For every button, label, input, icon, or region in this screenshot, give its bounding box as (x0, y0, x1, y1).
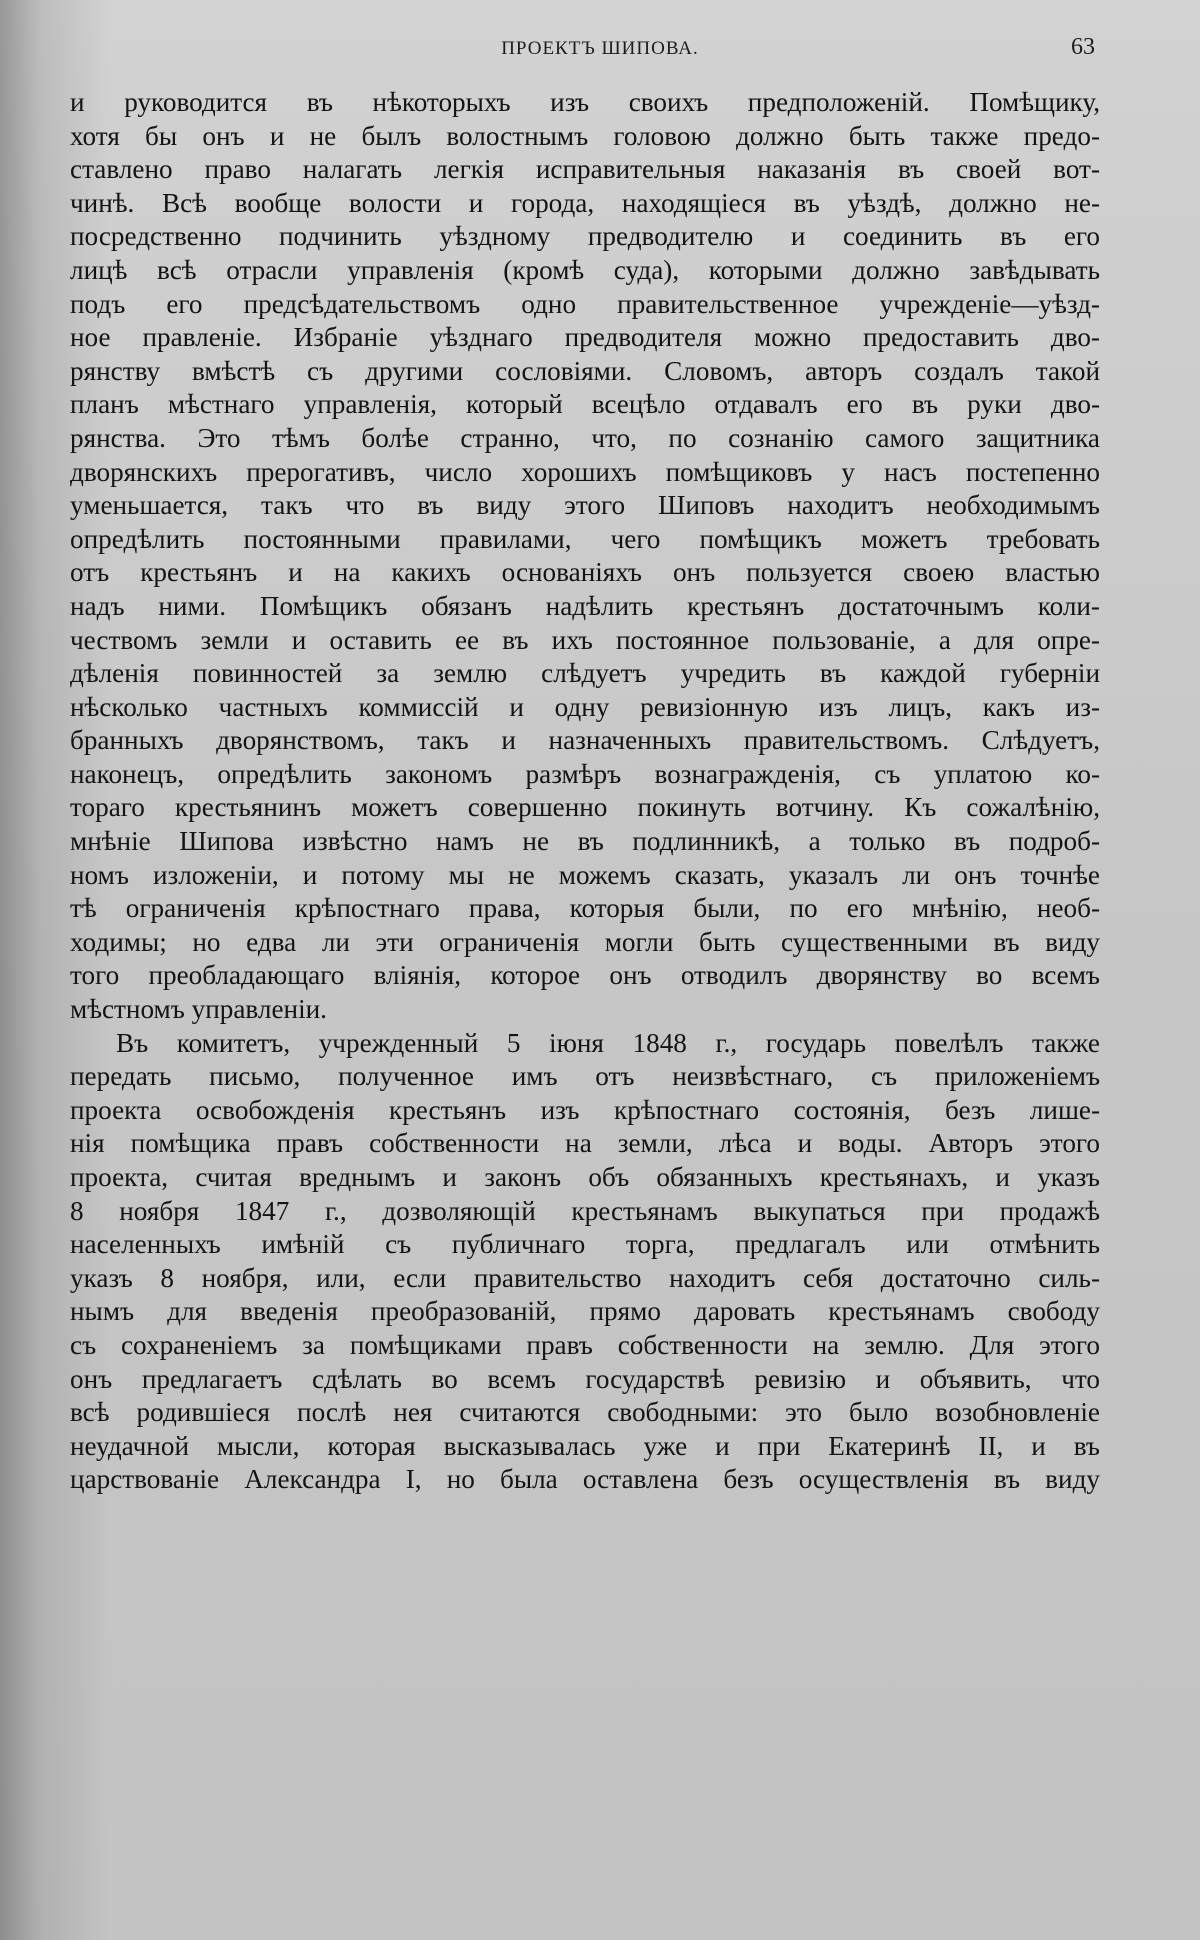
running-head: ПРОЕКТЪ ШИПОВА. (501, 38, 699, 59)
text-line: ходимы; но едва ли эти ограниченія могли быть существенными въ виду (70, 926, 1100, 957)
text-line: всѣ родившіеся послѣ нея считаются свободными: это было возобновленіе (70, 1397, 1100, 1428)
text-line: лицѣ всѣ отрасли управленія (кромѣ суда), которыми должно завѣдывать (70, 254, 1100, 285)
text-line: проекта, считая вреднымъ и законъ объ обязанныхъ крестьянахъ, и указъ (70, 1162, 1100, 1192)
text-line: нія помѣщика правъ собственности на земли, лѣса и воды. Авторъ этого (70, 1128, 1100, 1159)
text-line: чинѣ. Всѣ вообще волости и города, находящіеся въ уѣздѣ, должно не- (70, 187, 1100, 218)
text-line: мнѣніе Шипова извѣстно намъ не въ подлинникѣ, а только въ подроб- (70, 826, 1100, 857)
text-line: нымъ для введенія преобразованій, прямо даровать крестьянамъ свободу (70, 1296, 1100, 1327)
text-line: подъ его предсѣдательствомъ одно правительственное учрежденіе—уѣзд- (70, 288, 1100, 319)
text-line: бранныхъ дворянствомъ, такъ и назначенныхъ правительствомъ. Слѣдуетъ, (70, 725, 1100, 756)
text-line: отъ крестьянъ и на какихъ основаніяхъ онъ пользуется своею властью (70, 557, 1100, 588)
text-line: ное правленіе. Избраніе уѣзднаго предводителя можно предоставить дво- (70, 322, 1100, 353)
text-line: царствованіе Александра I, но была оставлена безъ осуществленія въ виду (70, 1464, 1100, 1495)
text-line: посредственно подчинить уѣздному предводителю и соединить въ его (70, 221, 1100, 252)
text-line: нѣсколько частныхъ коммиссій и одну ревизіонную изъ лицъ, какъ из- (70, 691, 1100, 722)
text-line: рянства. Это тѣмъ болѣе странно, что, по сознанію самого защитника (70, 422, 1100, 453)
paragraph-end-line: мѣстномъ управленіи. (70, 994, 327, 1025)
text-line: проекта освобожденія крестьянъ изъ крѣпостнаго состоянія, безъ лише- (70, 1094, 1100, 1125)
text-line: дѣленія повинностей за землю слѣдуетъ учредить въ каждой губерніи (70, 658, 1100, 689)
text-line: того преобладающаго вліянія, которое онъ отводилъ дворянству во всемъ (70, 960, 1100, 991)
page-header (0, 34, 1200, 72)
text-line: наконецъ, опредѣлить закономъ размѣръ вознагражденія, съ уплатою ко- (70, 758, 1100, 789)
text-line: ставлено право налагать легкія исправительныя наказанія въ своей вот- (70, 154, 1100, 185)
text-line: уменьшается, такъ что въ виду этого Шиповъ находитъ необходимымъ (70, 490, 1100, 521)
text-line: чествомъ земли и оставить ее въ ихъ постоянное пользованіе, а для опре- (70, 624, 1100, 655)
text-line: дворянскихъ прерогативъ, число хорошихъ помѣщиковъ у насъ постепенно (70, 456, 1100, 487)
paragraph-start-line: Въ комитетъ, учрежденный 5 іюня 1848 г., государь повелѣлъ также (116, 1027, 1100, 1058)
text-line: онъ предлагаетъ сдѣлать во всемъ государствѣ ревизію и объявить, что (70, 1363, 1100, 1394)
text-line: и руководится въ нѣкоторыхъ изъ своихъ предположеній. Помѣщику, (70, 87, 1100, 117)
text-line: съ сохраненіемъ за помѣщиками правъ собственности на землю. Для этого (70, 1329, 1100, 1360)
text-line: неудачной мысли, которая высказывалась уже и при Екатеринѣ II, и въ (70, 1430, 1100, 1461)
text-line: населенныхъ имѣній съ публичнаго торга, предлагалъ или отмѣнить (70, 1229, 1100, 1260)
text-line: 8 ноября 1847 г., дозволяющій крестьянамъ выкупаться при продажѣ (70, 1195, 1100, 1226)
text-line: рянству вмѣстѣ съ другими сословіями. Словомъ, авторъ создалъ такой (70, 355, 1100, 386)
page-number: 63 (1071, 34, 1095, 60)
text-line: надъ ними. Помѣщикъ обязанъ надѣлить крестьянъ достаточнымъ коли- (70, 590, 1100, 621)
text-line: опредѣлить постоянными правилами, чего помѣщикъ можетъ требовать (70, 523, 1100, 554)
text-line: хотя бы онъ и не былъ волостнымъ головою должно быть также предо- (70, 120, 1100, 151)
text-line: тораго крестьянинъ можетъ совершенно покинуть вотчину. Къ сожалѣнію, (70, 792, 1100, 823)
text-line: номъ изложеніи, и потому мы не можемъ сказать, указалъ ли онъ точнѣе (70, 859, 1100, 890)
text-line: тѣ ограниченія крѣпостнаго права, которыя были, по его мнѣнію, необ- (70, 893, 1100, 924)
text-line: передать письмо, полученное имъ отъ неизвѣстнаго, съ приложеніемъ (70, 1061, 1100, 1092)
text-line: указъ 8 ноября, или, если правительство находитъ себя достаточно силь- (70, 1262, 1100, 1293)
text-line: планъ мѣстнаго управленія, который всецѣло отдавалъ его въ руки дво- (70, 389, 1100, 420)
body-text (70, 86, 1100, 1497)
